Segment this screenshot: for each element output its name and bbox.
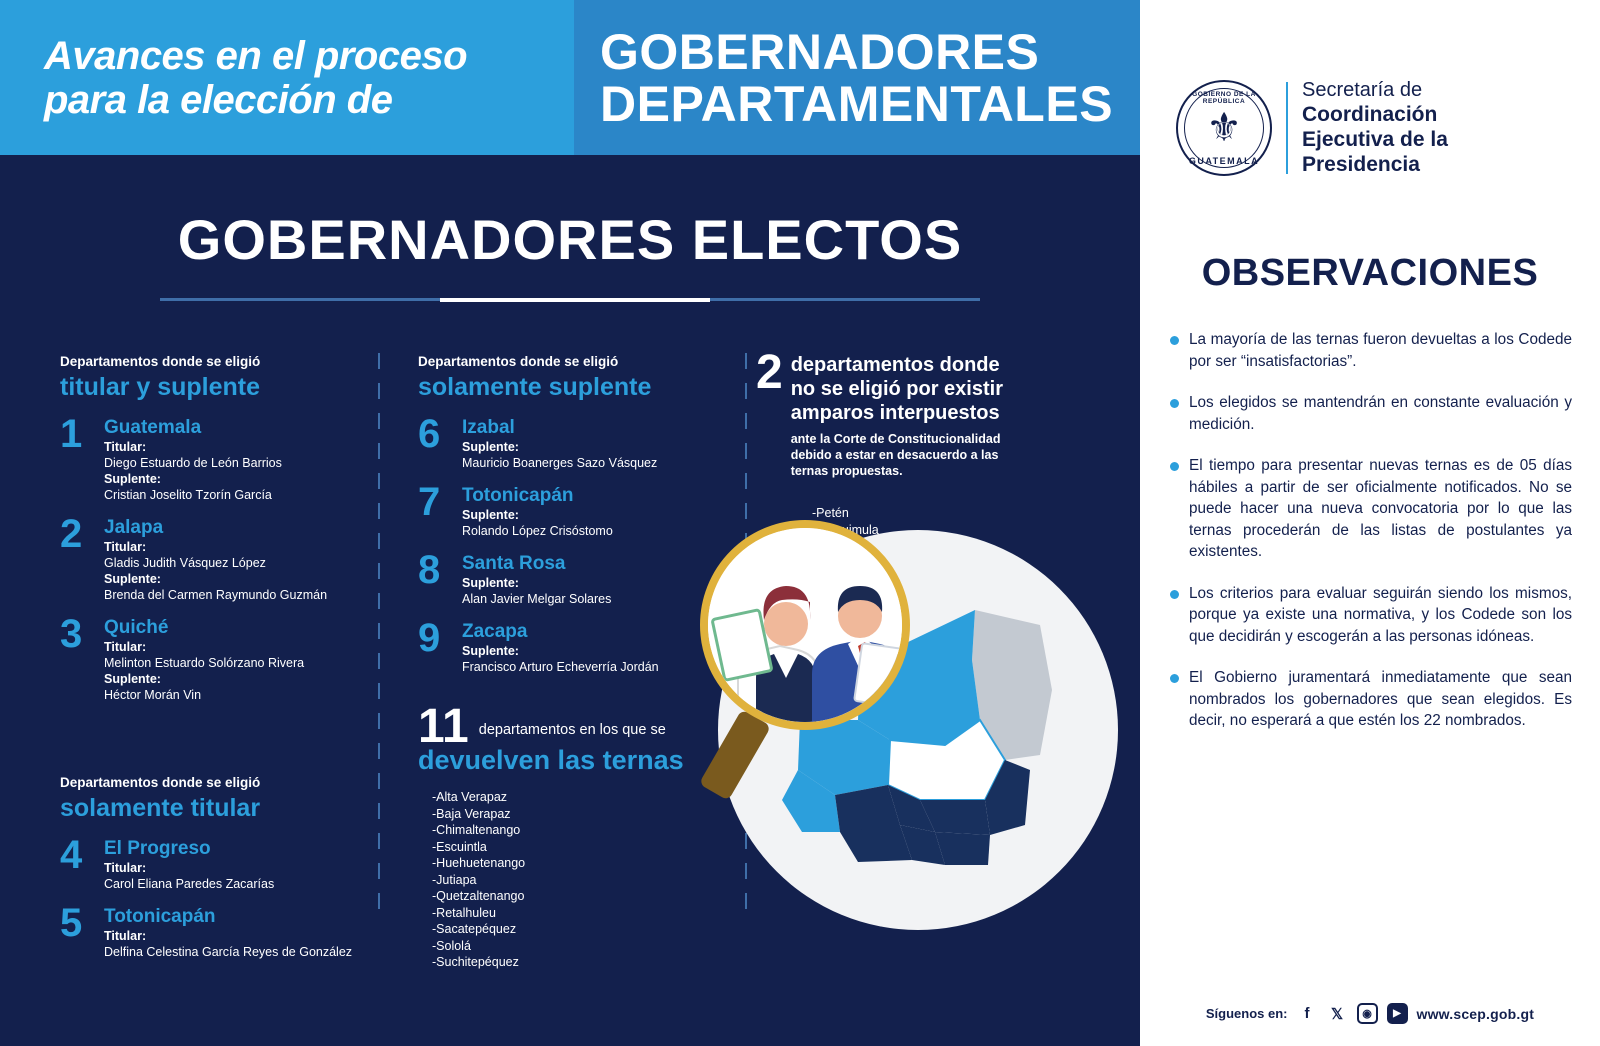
entry-number: 4	[60, 833, 83, 877]
header-left-line1: Avances en el proceso	[44, 33, 468, 78]
devueltas-count: 11	[418, 700, 469, 753]
entry-person-suplente: Francisco Arturo Echeverría Jordán	[462, 660, 659, 674]
website-link[interactable]: www.scep.gob.gt	[1416, 1005, 1535, 1022]
list-item	[418, 548, 706, 607]
map-illustration	[700, 520, 1130, 950]
entry-body	[462, 552, 611, 607]
list-item	[60, 833, 372, 892]
observacion-text: El Gobierno juramentará inmediatamente que sean nombrados los gobernadores que sean elegidos. Es decir, no esperará a que estén los 22 nombrados.	[1189, 669, 1572, 729]
entry-person-suplente: Cristian Joselito Tzorín García	[104, 488, 272, 502]
devueltas-subtitle: devuelven las ternas	[418, 745, 684, 775]
title-rule-left	[160, 298, 440, 301]
bullet-icon	[1170, 399, 1179, 408]
amparos-head-line2: no se eligió por existir	[790, 378, 1003, 400]
section-kicker: Departamentos donde se eligió	[418, 354, 619, 369]
seal-top-text: GOBIERNO DE LA REPÚBLICA	[1192, 90, 1256, 105]
magnifier-lens	[700, 520, 910, 730]
amparos-sub-line3: ternas propuestas.	[790, 464, 903, 478]
entry-number: 1	[60, 412, 83, 456]
entry-body	[462, 484, 613, 539]
entry-department: El Progreso	[104, 838, 211, 859]
entry-department: Santa Rosa	[462, 553, 566, 574]
bullet-icon	[1170, 462, 1179, 471]
entry-person-titular: Gladis Judith Vásquez López	[104, 556, 266, 570]
entry-number: 9	[418, 616, 441, 660]
entry-department: Guatemala	[104, 417, 202, 438]
column-spacer	[60, 716, 372, 774]
bullet-icon	[1170, 336, 1179, 345]
header-bar	[0, 0, 1140, 155]
entry-body	[104, 416, 282, 503]
list-item: -Retalhuleu	[432, 905, 496, 920]
entry-department: Izabal	[462, 417, 515, 438]
list-item: -Petén	[812, 506, 849, 520]
list-item	[1170, 392, 1572, 435]
entry-person-titular: Carol Eliana Paredes Zacarías	[104, 877, 275, 891]
x-twitter-icon[interactable]: 𝕏	[1330, 1005, 1344, 1023]
entry-number: 2	[60, 512, 83, 556]
observaciones-title: OBSERVACIONES	[1201, 252, 1539, 294]
entry-body	[462, 416, 657, 471]
column-solamente-suplente	[390, 353, 720, 973]
entry-number: 8	[418, 548, 441, 592]
header-left-text	[44, 34, 467, 122]
guatemala-seal-icon	[1176, 80, 1272, 176]
title-rule	[160, 298, 980, 301]
list-item	[60, 512, 372, 603]
entry-person-suplente: Rolando López Crisóstomo	[462, 524, 613, 538]
entry-department: Totonicapán	[462, 485, 574, 506]
amparos-head-text	[791, 353, 1003, 479]
list-item	[60, 901, 372, 960]
entry-department: Zacapa	[462, 621, 528, 642]
bullet-icon	[1170, 674, 1179, 683]
observaciones-list	[1170, 329, 1572, 732]
entry-department: Totonicapán	[104, 906, 216, 927]
entry-body	[104, 516, 327, 603]
amparos-head-line1: departamentos donde	[790, 354, 1000, 376]
title-rule-center	[440, 298, 710, 302]
entry-person-suplente: Alan Javier Melgar Solares	[462, 592, 612, 606]
list-item: -Baja Verapaz	[432, 806, 511, 821]
list-item: -Jutiapa	[432, 872, 477, 887]
devueltas-department-list	[418, 789, 706, 971]
list-item: -Chimaltenango	[432, 823, 521, 837]
section-title-2: solamente titular	[60, 794, 261, 822]
amparos-head-line3: amparos interpuestos	[790, 402, 1000, 424]
list-item	[418, 616, 706, 675]
entry-person-titular: Diego Estuardo de León Barrios	[104, 456, 282, 470]
list-item: -Alta Verapaz	[432, 790, 508, 804]
observacion-text: La mayoría de las ternas fueron devueltas a los Codede por ser “insatisfactorias”.	[1189, 331, 1572, 370]
column-titular-suplente	[60, 353, 390, 973]
brand-line2: Coordinación	[1302, 103, 1438, 126]
section-title: solamente suplente	[418, 373, 652, 401]
list-item: -Sololá	[432, 938, 471, 953]
amparos-count: 2	[756, 346, 783, 399]
devueltas-block	[418, 700, 706, 971]
list-item: -Escuintla	[432, 839, 487, 854]
amparos-sub-line2: debido a estar en desacuerdo a las	[790, 448, 999, 462]
entry-role-titular: Titular:	[104, 861, 147, 875]
title-rule-right	[710, 298, 980, 301]
entry-role-suplente: Suplente:	[104, 572, 161, 586]
seal-emblem-icon: ⚜	[1206, 105, 1242, 150]
section-kicker-2: Departamentos donde se eligió	[60, 775, 261, 790]
page-title: GOBERNADORES ELECTOS	[177, 208, 963, 271]
header-right-line1: GOBERNADORES	[600, 23, 1040, 80]
observacion-text: El tiempo para presentar nuevas ternas es de 05 días hábiles a partir de ser oficialmente notificados. No se puede hacer una nueva convocatoria por lo que las ternas procederán de las listas de postulantes ya existentes.	[1189, 457, 1572, 560]
header-left-block	[0, 0, 574, 155]
entry-person-titular: Delfina Celestina García Reyes de González	[104, 945, 353, 959]
entry-person-suplente: Brenda del Carmen Raymundo Guzmán	[104, 588, 328, 602]
entry-role-suplente: Suplente:	[104, 672, 161, 686]
amparos-headline	[756, 346, 1080, 479]
entry-number: 7	[418, 480, 441, 524]
entry-role-titular: Titular:	[104, 640, 147, 654]
entry-role-suplente: Suplente:	[462, 508, 519, 522]
entry-body	[462, 620, 659, 675]
instagram-icon[interactable]: ◉	[1357, 1003, 1378, 1024]
list-item	[60, 612, 372, 703]
section-title: titular y suplente	[60, 373, 261, 401]
brand-line3: Ejecutiva de la	[1302, 128, 1448, 151]
entry-role-titular: Titular:	[104, 540, 147, 554]
entry-department: Jalapa	[104, 517, 164, 538]
list-item	[1170, 667, 1572, 732]
list-item: -Sacatepéquez	[432, 922, 517, 936]
observacion-text: Los criterios para evaluar seguirán siendo los mismos, porque ya existe una normativa, y los Codede son los que decidirán y escogerán a las personas idóneas.	[1189, 584, 1572, 645]
facebook-icon[interactable]: f	[1304, 1005, 1310, 1022]
list-item	[60, 412, 372, 503]
entry-person-suplente: Mauricio Boanerges Sazo Vásquez	[462, 456, 658, 470]
header-left-line2: para la elección de	[44, 77, 393, 122]
youtube-icon[interactable]: ▶	[1387, 1003, 1408, 1024]
list-item	[418, 412, 706, 471]
entry-body	[104, 837, 274, 892]
section-kicker: Departamentos donde se eligió	[60, 354, 261, 369]
entry-role-suplente: Suplente:	[462, 644, 519, 658]
people-illustration	[708, 528, 902, 722]
header-right-block	[574, 0, 1140, 155]
list-item: -Quetzaltenango	[432, 889, 525, 903]
right-panel	[1140, 0, 1600, 1046]
entry-role-suplente: Suplente:	[462, 576, 519, 590]
brand-divider	[1286, 82, 1288, 174]
devueltas-headline	[418, 700, 706, 753]
footer-social-bar	[1140, 1003, 1600, 1024]
seal-bottom-text: GUATEMALA	[1188, 155, 1260, 166]
list-item	[1170, 455, 1572, 563]
bullet-icon	[1170, 590, 1179, 599]
list-item	[1170, 583, 1572, 648]
entry-person-titular: Melinton Estuardo Solórzano Rivera	[104, 656, 305, 670]
amparos-sub-line1: ante la Corte de Constitucionalidad	[790, 432, 1001, 446]
list-item	[1170, 329, 1572, 372]
entry-number: 5	[60, 901, 83, 945]
brand-line4: Presidencia	[1302, 153, 1420, 176]
brand-line1: Secretaría de	[1302, 79, 1423, 101]
follow-label: Síguenos en:	[1205, 1006, 1288, 1021]
header-right-line2: DEPARTAMENTALES	[600, 75, 1114, 132]
entry-body	[104, 905, 352, 960]
entry-role-suplente: Suplente:	[104, 472, 161, 486]
list-item	[418, 480, 706, 539]
entry-number: 6	[418, 412, 441, 456]
list-item: -Suchitepéquez	[432, 955, 519, 969]
entry-role-titular: Titular:	[104, 929, 147, 943]
brand-text	[1302, 78, 1448, 177]
observacion-text: Los elegidos se mantendrán en constante evaluación y medición.	[1189, 394, 1572, 433]
brand-lockup	[1176, 78, 1448, 177]
entry-department: Quiché	[104, 617, 169, 638]
entry-number: 3	[60, 612, 83, 656]
list-item: -Huehuetenango	[432, 856, 526, 870]
entry-person-suplente: Héctor Morán Vin	[104, 688, 202, 702]
entry-role-suplente: Suplente:	[462, 440, 519, 454]
devueltas-label: departamentos en los que se	[478, 722, 666, 738]
entry-body	[104, 616, 304, 703]
entry-role-titular: Titular:	[104, 440, 147, 454]
